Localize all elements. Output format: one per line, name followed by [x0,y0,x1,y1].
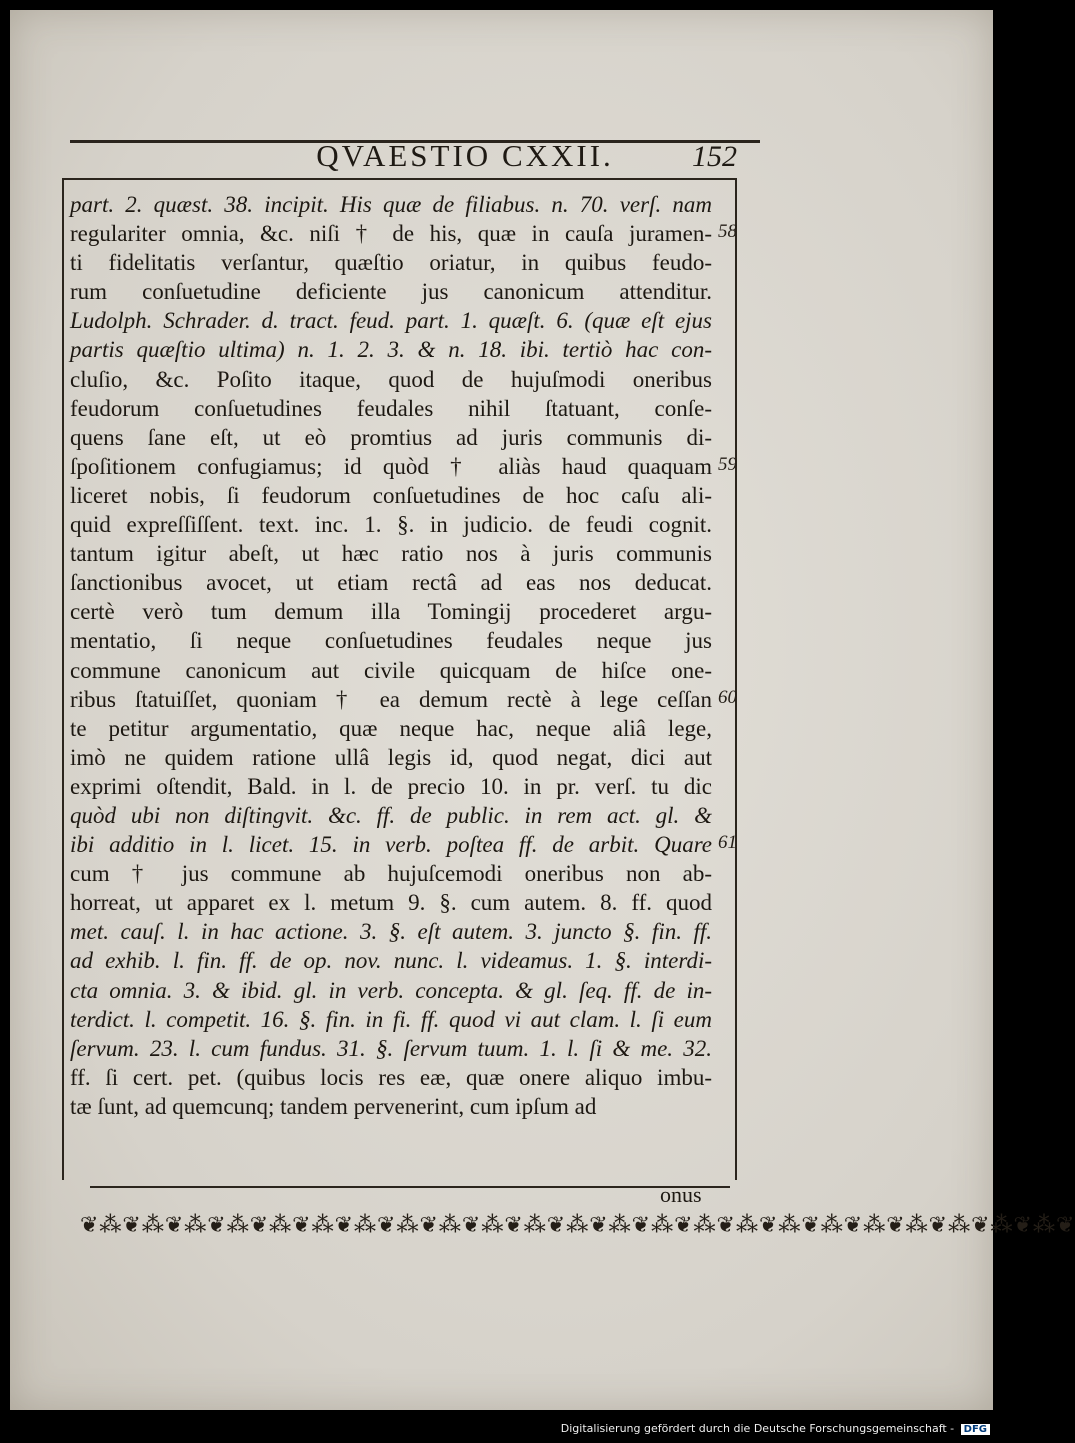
dfg-logo[interactable]: DFG [961,1424,990,1435]
credit-text: Digitalisierung gefördert durch die Deutsche Forschungsgemeinschaft - [560,1422,955,1435]
footer-rule [90,1186,730,1188]
text-line: cluſio, &c. Poſito itaque, quod de hujuſmodi oneribus [70,366,712,392]
text-line: te petitur argumentatio, quæ neque hac, neque aliâ lege, [70,715,712,741]
margin-number: 58 [718,221,737,243]
text-line: ti fidelitatis verſantur, quæſtio oriatur, in quibus feudo- [70,250,712,276]
margin-number: 59 [718,453,737,475]
text-line: tantum igitur abeſt, ut hæc ratio nos à juris communis [70,541,712,567]
text-line: horreat, ut apparet ex l. metum 9. §. cum autem. 8. ff. quod [70,890,712,916]
text-line: ſanctionibus avocet, ut etiam rectâ ad eas nos deducat. [70,570,712,596]
text-line: rum conſuetudine deficiente jus canonicum attenditur. [70,279,712,305]
text-line: feudorum conſuetudines feudales nihil ſtatuant, conſe- [70,395,712,421]
text-line: ſervum. 23. l. cum fundus. 31. §. ſervum tuum. 1. l. ſi & me. 32. [70,1035,712,1061]
margin-number: 61 [718,832,737,854]
running-header: QVAESTIO CXXII. [316,138,614,173]
text-line: ad exhib. l. fin. ff. de op. nov. nunc. l. videamus. 1. §. interdi- [70,948,712,974]
margin-number: 60 [718,686,737,708]
text-line: ribus ſtatuiſſet, quoniam † ea demum rectè à lege ceſſan [70,686,712,712]
text-line: quens ſane eſt, ut eò promtius ad juris communis di- [70,424,712,450]
text-line: ibi additio in l. licet. 15. in verb. poſtea ff. de arbit. Quare [70,832,712,858]
text-line: terdict. l. competit. 16. §. fin. in fi. ff. quod vi aut clam. l. ſi eum [70,1006,712,1032]
text-line: commune canonicum aut civile quicquam de hiſce one- [70,657,712,683]
text-line: ſpoſitionem confugiamus; id quòd † aliàs haud quaquam [70,453,712,479]
text-line: tæ ſunt, ad quemcunq; tandem pervenerint, cum ipſum ad [70,1093,597,1119]
catchword: onus [660,1182,702,1207]
text-line: quòd ubi non diſtingvit. &c. ff. de public. in rem act. gl. & [70,802,712,828]
text-line: liceret nobis, ſi feudorum conſuetudines de hoc caſu ali- [70,482,712,508]
text-line: imò ne quidem ratione ullâ legis id, quod negat, dici aut [70,744,712,770]
text-line: part. 2. quæst. 38. incipit. His quæ de filiabus. n. 70. verſ. nam [70,192,712,217]
text-line: mentatio, ſi neque conſuetudines feudales neque jus [70,628,712,654]
text-line: certè verò tum demum illa Tomingij procederet argu- [70,599,712,625]
text-line: cta omnia. 3. & ibid. gl. in verb. concepta. & gl. ſeq. ff. de in- [70,977,712,1003]
body-text [70,190,712,1121]
ornamental-border: ❦⁂❦⁂❦⁂❦⁂❦⁂❦⁂❦⁂❦⁂❦⁂❦⁂❦⁂❦⁂❦⁂❦⁂❦⁂❦⁂❦⁂❦⁂❦⁂❦⁂❦⁂❦⁂❦⁂❦ [80,1212,1075,1237]
digitization-credit [560,1422,990,1440]
text-line: Ludolph. Schrader. d. tract. feud. part. 1. quæſt. 6. (quæ eſt ejus [70,308,712,334]
text-line: met. cauſ. l. in hac actione. 3. §. eſt autem. 3. juncto §. fin. ff. [70,919,712,945]
text-line: ff. ſi cert. pet. (quibus locis res eæ, quæ onere aliquo imbu- [70,1064,712,1090]
text-line: partis quæſtio ultima) n. 1. 2. 3. & n. 18. ibi. tertiò hac con- [70,337,712,363]
page-number: 152 [692,140,737,173]
text-line: exprimi oſtendit, Bald. in l. de precio 10. in pr. verſ. tu dic [70,773,712,799]
text-line: quid expreſſiſſent. text. inc. 1. §. in judicio. de feudi cognit. [70,512,712,538]
text-line: cum † jus commune ab hujuſcemodi oneribus non ab- [70,861,712,887]
text-line: regulariter omnia, &c. niſi † de his, quæ in cauſa juramen- [70,221,712,247]
